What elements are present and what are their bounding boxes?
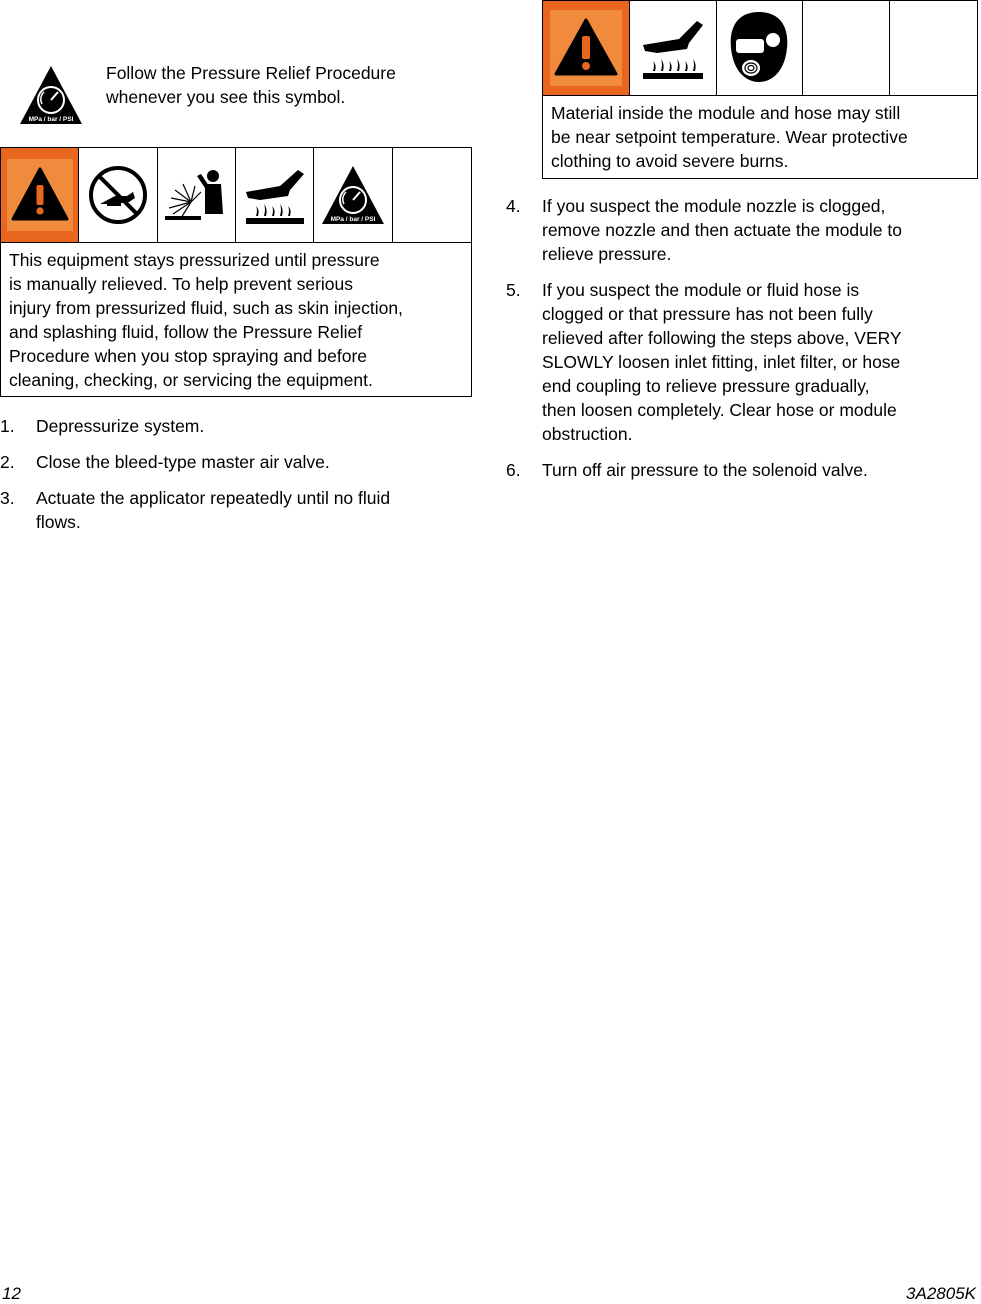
face-shield-respirator-icon bbox=[717, 1, 804, 95]
hot-surface-hand-icon bbox=[236, 148, 314, 242]
pressure-relief-symbol-icon bbox=[18, 64, 84, 126]
step-number: 3. bbox=[0, 488, 15, 508]
step-line: If you suspect the module or fluid hose is bbox=[542, 280, 860, 300]
step-number: 4. bbox=[506, 196, 521, 216]
step-line: obstruction. bbox=[542, 424, 633, 444]
page-number: 12 bbox=[2, 1284, 21, 1303]
warning-icon-row bbox=[1, 148, 471, 243]
warning-icon-row bbox=[543, 1, 977, 96]
warning-line: cleaning, checking, or servicing the equipment. bbox=[9, 370, 373, 390]
step-line: relieved after following the steps above, VERY bbox=[542, 328, 902, 348]
intro-line: whenever you see this symbol. bbox=[106, 87, 346, 107]
gauge-units-label: MPa / bar / PSI bbox=[330, 216, 376, 223]
steps-list-left bbox=[0, 414, 470, 546]
step-line: Depressurize system. bbox=[36, 416, 205, 436]
document-id: 3A2805K bbox=[906, 1284, 976, 1303]
step-item bbox=[0, 450, 470, 474]
step-number: 5. bbox=[506, 280, 521, 300]
step-item bbox=[0, 414, 470, 438]
step-number: 1. bbox=[0, 416, 15, 436]
steps-list-right bbox=[506, 194, 972, 494]
step-line: relieve pressure. bbox=[542, 244, 672, 264]
step-line: clogged or that pressure has not been fully bbox=[542, 304, 873, 324]
warning-line: and splashing fluid, follow the Pressure Relief bbox=[9, 322, 363, 342]
step-line: Close the bleed-type master air valve. bbox=[36, 452, 330, 472]
step-line: remove nozzle and then actuate the module to bbox=[542, 220, 902, 240]
step-number: 6. bbox=[506, 460, 521, 480]
step-line: Actuate the applicator repeatedly until no fluid bbox=[36, 488, 391, 508]
warning-line: be near setpoint temperature. Wear protective bbox=[551, 127, 908, 147]
splash-injury-icon bbox=[158, 148, 236, 242]
warning-triangle-icon bbox=[543, 1, 630, 95]
step-number: 2. bbox=[0, 452, 15, 472]
burn-warning-box bbox=[542, 0, 978, 179]
warning-line: Procedure when you stop spraying and before bbox=[9, 346, 368, 366]
pressure-warning-text bbox=[1, 243, 471, 398]
step-item bbox=[506, 458, 972, 482]
warning-line: is manually relieved. To help prevent serious bbox=[9, 274, 354, 294]
warning-line: This equipment stays pressurized until pressure bbox=[9, 250, 380, 270]
no-hand-spray-icon bbox=[79, 148, 157, 242]
step-line: SLOWLY loosen inlet fitting, inlet filter, or hose bbox=[542, 352, 901, 372]
warning-triangle-icon bbox=[1, 148, 79, 242]
warning-line: Material inside the module and hose may still bbox=[551, 103, 901, 123]
step-line: Turn off air pressure to the solenoid valve. bbox=[542, 460, 868, 480]
intro-line: Follow the Pressure Relief Procedure bbox=[106, 63, 396, 83]
hot-surface-hand-icon bbox=[630, 1, 717, 95]
burn-warning-text bbox=[543, 96, 977, 179]
step-item bbox=[506, 194, 972, 266]
warning-line: clothing to avoid severe burns. bbox=[551, 151, 789, 171]
pressure-relief-intro bbox=[106, 61, 476, 109]
empty-icon-cell bbox=[803, 1, 890, 95]
empty-icon-cell bbox=[890, 1, 977, 95]
step-line: end coupling to relieve pressure gradually, bbox=[542, 376, 870, 396]
step-item bbox=[506, 278, 972, 446]
empty-icon-cell bbox=[393, 148, 471, 242]
pressure-warning-box bbox=[0, 147, 472, 397]
step-line: then loosen completely. Clear hose or module bbox=[542, 400, 897, 420]
step-item bbox=[0, 486, 470, 534]
pressure-gauge-icon bbox=[314, 148, 392, 242]
warning-line: injury from pressurized fluid, such as skin injection, bbox=[9, 298, 403, 318]
step-line: If you suspect the module nozzle is clogged, bbox=[542, 196, 886, 216]
gauge-units-label: MPa / bar / PSI bbox=[28, 116, 74, 123]
step-line: flows. bbox=[36, 512, 81, 532]
